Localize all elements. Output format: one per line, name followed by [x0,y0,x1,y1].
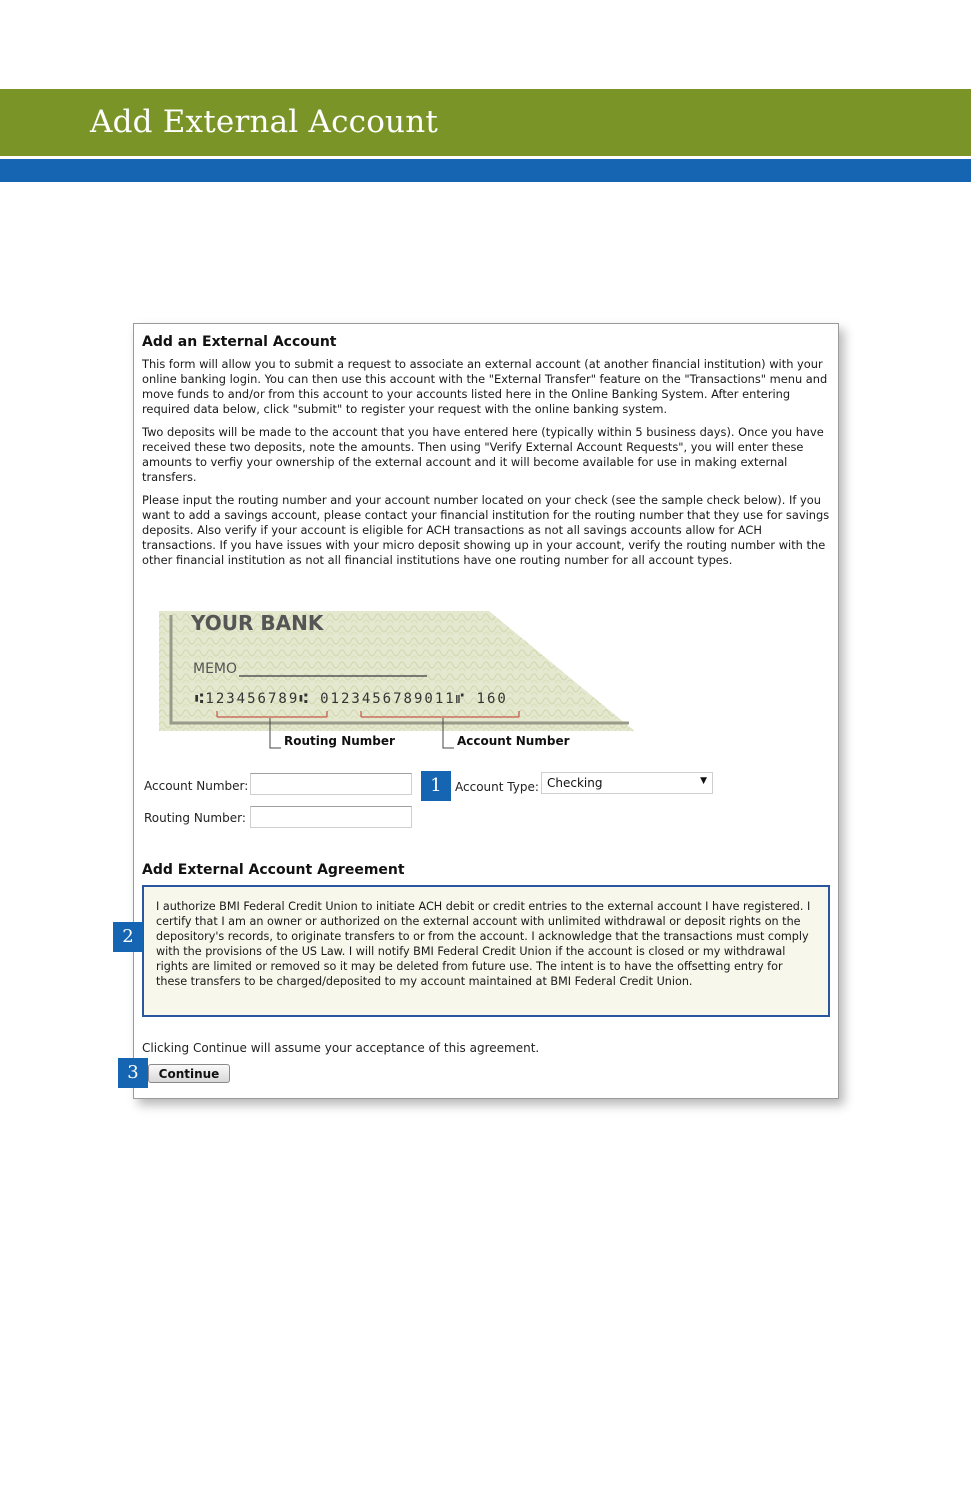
account-number-input[interactable] [250,773,412,795]
check-memo: MEMO [193,661,238,677]
page-title: Add External Account [90,104,439,140]
routing-paragraph: Please input the routing number and your account number located on your check (see the sample check below). If you want to add a savings account, please contact your financial institution for the routing number that they use for savings deposits. Also verify if your account is eligible for ACH transactions as not all savings accounts allow for ACH transactions. If you have issues with your micro deposit showing up in your account, verify the routing number with the other financial institution as not all financial institutions have one routing number for all account types. [142,493,830,567]
callout-marker-2: 2 [113,922,143,952]
chevron-down-icon: ▼ [700,776,707,786]
account-type-label: Account Type: [455,780,539,794]
micr-check-number: 160 [476,691,508,707]
routing-number-input[interactable] [250,806,412,828]
account-number-callout: Account Number [457,734,570,748]
callout-marker-3: 3 [118,1058,148,1088]
acceptance-note: Clicking Continue will assume your acceptance of this agreement. [142,1041,540,1055]
intro-paragraph: This form will allow you to submit a request to associate an external account (at another financial institution) with your online banking login. You can then use this account with the "External Transfer" feature on the "Transactions" menu and move funds to and/or from this account to your accounts listed here in the Online Banking System. After entering required data below, click "submit" to register your request with the online banking system. [142,357,828,416]
micr-routing: ⑆123456789⑆ [195,691,310,707]
routing-number-label: Routing Number: [144,811,246,825]
callout-marker-1: 1 [421,771,451,801]
agreement-text: I authorize BMI Federal Credit Union to initiate ACH debit or credit entries to the external account I have registered. I certify that I am an owner or authorized on the external account with unlimited withdrawal or deposit rights on the depository's records, to originate transfers to or from the account. I acknowledge that the transactions must comply with the provisions of the US Law. I will notify BMI Federal Credit Union if the account is closed or my withdrawal rights are limited or removed so it may be deleted from future use. The intent is to have the offsetting entry for these transfers to be charged/deposited to my account maintained at BMI Federal Credit Union. [156,900,811,989]
form-screenshot [133,323,839,1099]
check-bank-name: YOUR BANK [191,611,324,635]
agreement-title: Add External Account Agreement [142,862,405,878]
account-type-value: Checking [547,776,603,790]
deposits-paragraph: Two deposits will be made to the account that you have entered here (typically within 5 business days). Once you have received these two deposits, note the amounts. Then using "Verify External Account Requests", you will enter these amounts to verfiy your ownership of the external account and it will become available for use in making external transfers. [142,425,824,484]
title-banner-stripe [0,159,971,182]
routing-number-callout: Routing Number [284,734,395,748]
micr-account: 0123456789011⑈ [320,691,467,707]
account-type-select[interactable] [541,772,713,794]
form-title: Add an External Account [142,334,337,350]
agreement-box [142,885,830,1017]
continue-button[interactable]: Continue [148,1064,230,1083]
account-number-label: Account Number: [144,779,249,793]
